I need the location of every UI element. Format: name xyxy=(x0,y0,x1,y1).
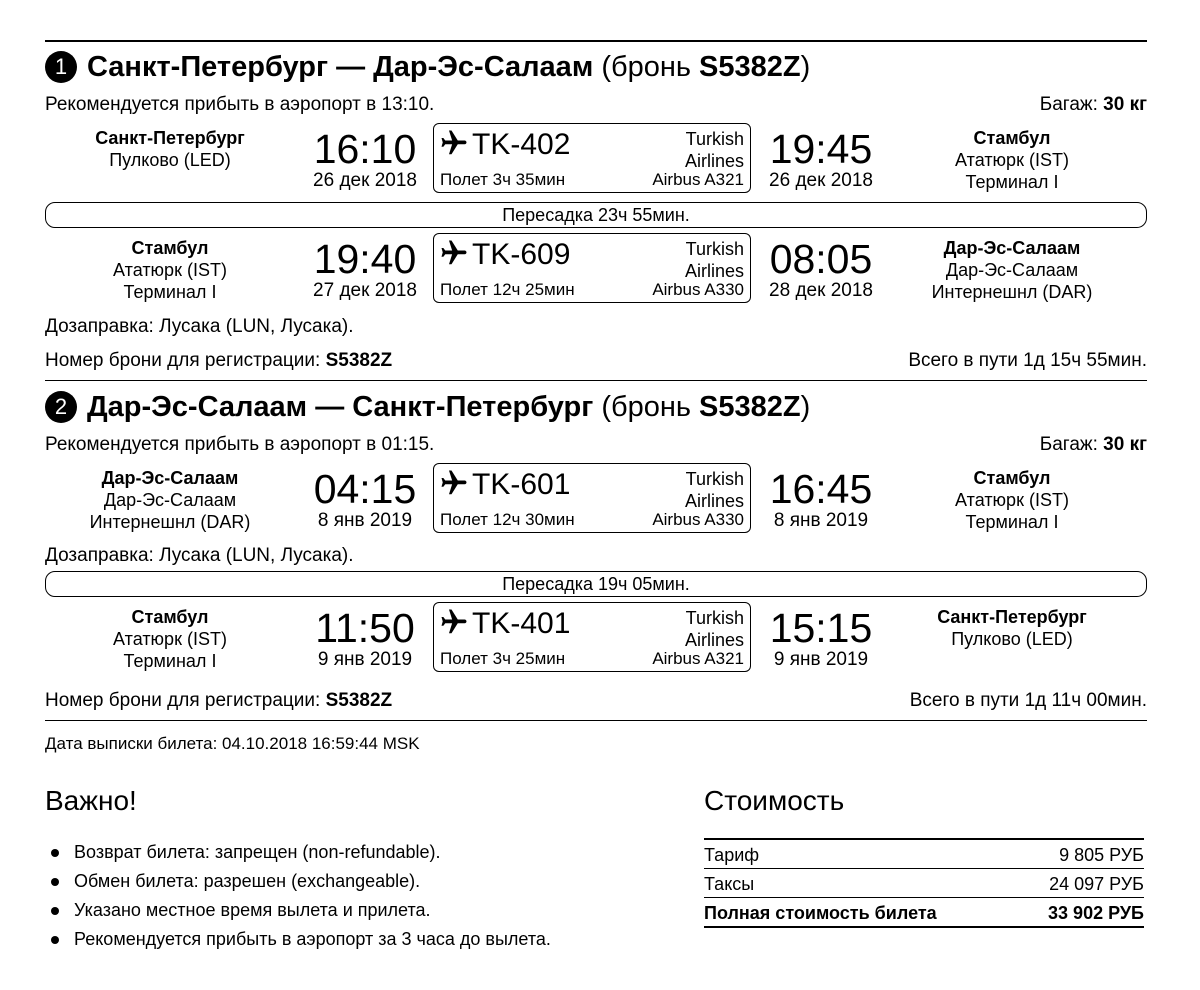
airline-name: Turkish Airlines xyxy=(684,239,744,281)
plane-icon xyxy=(439,238,469,268)
cost-table xyxy=(704,838,1144,928)
airline-name: Turkish Airlines xyxy=(684,469,744,511)
issue-date: Дата выписки билета: 04.10.2018 16:59:44 MSK xyxy=(45,734,420,753)
departure-time: 04:15 8 янв 2019 xyxy=(313,466,417,531)
aircraft-type: Airbus A330 xyxy=(652,510,744,529)
flight-duration: Полет 3ч 35мин xyxy=(440,170,566,189)
segment-2-title: 2 Дар-Эс-Салаам — Санкт-Петербург (бронь S5382Z) xyxy=(45,390,810,424)
segment-route: Санкт-Петербург — Дар-Эс-Салаам xyxy=(87,51,594,83)
bullet-icon xyxy=(51,907,59,915)
segment-number-badge: 1 xyxy=(45,51,77,83)
flight-row xyxy=(45,463,1147,537)
flight-code: TK-402 xyxy=(472,128,571,161)
departure-time: 16:10 26 дек 2018 xyxy=(313,126,417,191)
important-title: Важно! xyxy=(45,785,137,816)
checkin-booking: Номер брони для регистрации: S5382Z xyxy=(45,350,393,371)
arrival-time: 08:05 28 дек 2018 xyxy=(769,236,873,301)
segment-divider xyxy=(45,380,1147,381)
plane-icon xyxy=(439,468,469,498)
total-travel-time: Всего в пути 1д 11ч 00мин. xyxy=(909,690,1147,711)
flight-row xyxy=(45,602,1147,676)
aircraft-type: Airbus A321 xyxy=(652,649,744,668)
plane-icon xyxy=(439,607,469,637)
refuel-note: Дозаправка: Лусака (LUN, Лусака). xyxy=(45,316,354,337)
top-divider xyxy=(45,40,1147,42)
arrival-airport: Стамбул Ататюрк (IST) Терминал I xyxy=(955,468,1069,532)
arrival-airport: Санкт-Петербург Пулково (LED) xyxy=(937,607,1087,649)
plane-icon xyxy=(439,128,469,158)
flight-info-box xyxy=(433,463,751,533)
arrival-time: 19:45 26 дек 2018 xyxy=(769,126,873,191)
segment-number-badge: 2 xyxy=(45,391,77,423)
table-row: Тариф 9 805 РУБ xyxy=(704,840,1144,869)
flight-code: TK-401 xyxy=(472,607,571,640)
table-row: Таксы 24 097 РУБ xyxy=(704,869,1144,898)
departure-airport: Стамбул Ататюрк (IST) Терминал I xyxy=(113,238,227,302)
flight-info-box xyxy=(433,602,751,672)
segment-divider xyxy=(45,720,1147,721)
flight-duration: Полет 12ч 25мин xyxy=(440,280,575,299)
list-item: Возврат билета: запрещен (non-refundable). xyxy=(45,838,551,867)
segment-1-title: 1 Санкт-Петербург — Дар-Эс-Салаам (бронь S5382Z) xyxy=(45,50,810,84)
list-item: Рекомендуется прибыть в аэропорт за 3 часа до вылета. xyxy=(45,925,551,954)
flight-code: TK-601 xyxy=(472,468,571,501)
flight-row xyxy=(45,233,1147,307)
checkin-booking: Номер брони для регистрации: S5382Z xyxy=(45,690,393,711)
bullet-icon xyxy=(51,849,59,857)
transfer-banner: Пересадка 23ч 55мин. xyxy=(45,202,1147,228)
segment-booking-code: S5382Z xyxy=(699,51,801,83)
transfer-banner: Пересадка 19ч 05мин. xyxy=(45,571,1147,597)
bullet-icon xyxy=(51,936,59,944)
cost-title: Стоимость xyxy=(704,785,845,816)
flight-info-box xyxy=(433,233,751,303)
total-travel-time: Всего в пути 1д 15ч 55мин. xyxy=(908,350,1147,371)
aircraft-type: Airbus A330 xyxy=(652,280,744,299)
refuel-note: Дозаправка: Лусака (LUN, Лусака). xyxy=(45,545,354,566)
segment-booking-code: S5382Z xyxy=(699,391,801,423)
baggage-info: Багаж: 30 кг xyxy=(1039,94,1147,115)
arrival-airport: Стамбул Ататюрк (IST) Терминал I xyxy=(955,128,1069,192)
arrival-time: 16:45 8 янв 2019 xyxy=(769,466,873,531)
departure-time: 19:40 27 дек 2018 xyxy=(313,236,417,301)
total-row: Полная стоимость билета 33 902 РУБ xyxy=(704,898,1144,928)
flight-info-box xyxy=(433,123,751,193)
aircraft-type: Airbus A321 xyxy=(652,170,744,189)
flight-code: TK-609 xyxy=(472,238,571,271)
bullet-icon xyxy=(51,878,59,886)
list-item: Указано местное время вылета и прилета. xyxy=(45,896,551,925)
arrival-time: 15:15 9 янв 2019 xyxy=(769,605,873,670)
arrive-note: Рекомендуется прибыть в аэропорт в 01:15. xyxy=(45,434,435,455)
flight-row xyxy=(45,123,1147,197)
departure-airport: Дар-Эс-Салаам Дар-Эс-Салаам Интернешнл (DAR) xyxy=(89,468,251,532)
arrival-airport: Дар-Эс-Салаам Дар-Эс-Салаам Интернешнл (DAR) xyxy=(931,238,1093,302)
flight-duration: Полет 3ч 25мин xyxy=(440,649,566,668)
departure-airport: Стамбул Ататюрк (IST) Терминал I xyxy=(113,607,227,671)
airline-name: Turkish Airlines xyxy=(684,608,744,650)
departure-time: 11:50 9 янв 2019 xyxy=(315,605,415,670)
segment-route: Дар-Эс-Салаам — Санкт-Петербург xyxy=(87,391,594,423)
baggage-info: Багаж: 30 кг xyxy=(1039,434,1147,455)
important-list xyxy=(45,838,551,954)
airline-name: Turkish Airlines xyxy=(684,129,744,171)
list-item: Обмен билета: разрешен (exchangeable). xyxy=(45,867,551,896)
flight-duration: Полет 12ч 30мин xyxy=(440,510,575,529)
arrive-note: Рекомендуется прибыть в аэропорт в 13:10. xyxy=(45,94,435,115)
departure-airport: Санкт-Петербург Пулково (LED) xyxy=(95,128,245,170)
